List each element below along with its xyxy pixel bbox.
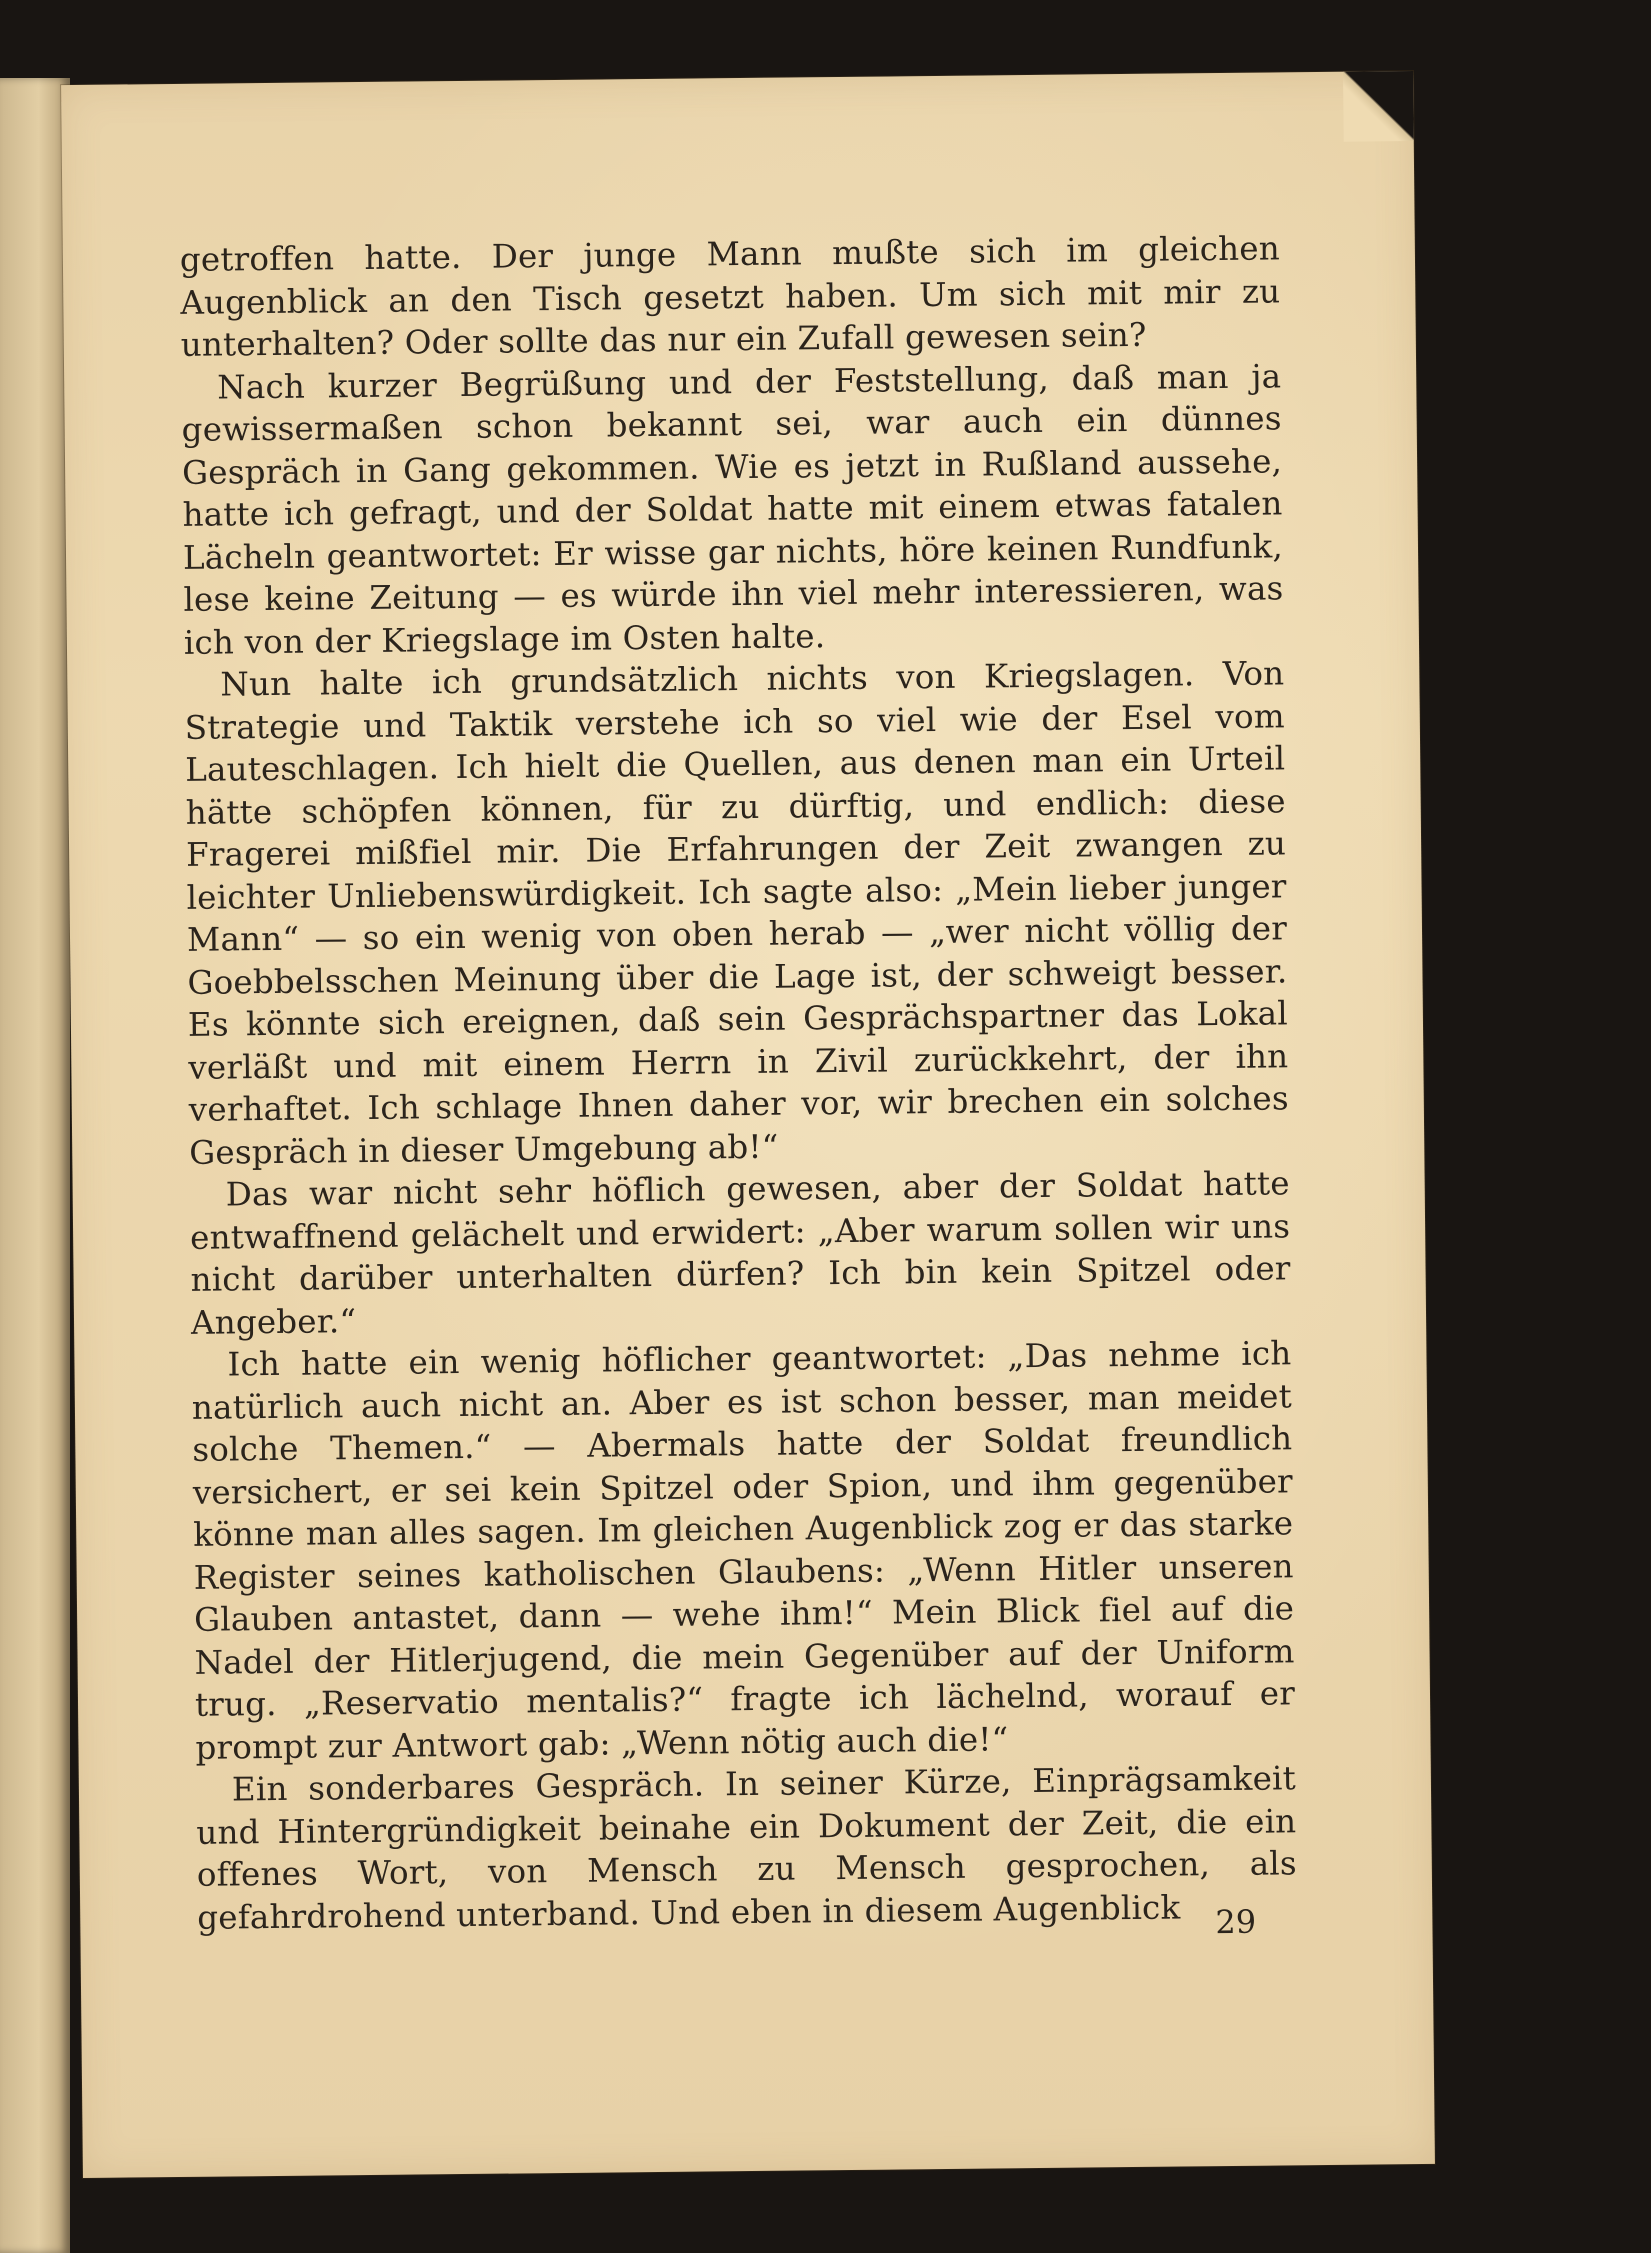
paragraph-2: Nach kurzer Begrüßung und der Feststellung, daß man ja gewissermaßen schon bekannt sei, war auch ein dünnes Gespräch in Gang gekommen. Wie es jetzt in Rußland aussehe, hatte ich gefragt, und der Soldat hatte mit einem etwas fatalen Lächeln geantwortet: Er wisse gar nichts, höre keinen Rundfunk, lese keine Zeitung — es würde ihn viel mehr interessieren, was ich von der Kriegslage im Osten halte.: [181, 356, 1284, 662]
paragraph-3: Nun halte ich grundsätzlich nichts von Kriegslagen. Von Strategie und Taktik verstehe ich so viel wie der Esel vom Lauteschlagen. Ich hielt die Quellen, aus denen man ein Urteil hätte schöpfen können, für zu dürftig, und endlich: diese Fragerei mißfiel mir. Die Erfahrungen der Zeit zwangen zu leichter Unliebenswürdigkeit. Ich sagte also: „Mein lieber junger Mann“ — so ein wenig von oben herab — „wer nicht völlig der Goebbelsschen Meinung über die Lage ist, der schweigt besser. Es könnte sich ereignen, daß sein Gesprächspartner das Lokal verläßt und mit einem Herrn in Zivil zurückkehrt, der ihn verhaftet. Ich schlage Ihnen daher vor, wir brechen ein solches Gespräch in dieser Umgebung ab!“: [184, 654, 1289, 1172]
paragraph-1: getroffen hatte. Der junge Mann mußte sich im gleichen Augenblick an den Tisch gesetzt haben. Um sich mit mir zu unterhalten? Oder sollte das nur ein Zufall gewesen sein?: [179, 229, 1281, 364]
left-page-edge: [0, 78, 70, 2253]
page-corner-fold: [1343, 71, 1414, 142]
paragraph-4: Das war nicht sehr höflich gewesen, aber der Soldat hatte entwaffnend gelächelt und erwidert: „Aber warum sollen wir uns nicht darüber unterhalten dürfen? Ich bin kein Spitzel oder Angeber.“: [189, 1164, 1291, 1342]
body-text: [180, 227, 1298, 1938]
paragraph-6: Ein sonderbares Gespräch. In seiner Kürze, Einprägsamkeit und Hintergründigkeit beinahe ein Dokument der Zeit, die ein offenes Wort, von Mensch zu Mensch gesprochen, als gefahrdrohend unterband. Und eben in diesem Augenblick: [196, 1759, 1297, 1937]
paragraph-5: Ich hatte ein wenig höflicher geantwortet: „Das nehme ich natürlich auch nicht an. Aber es ist schon besser, man meidet solche Themen.“ — Abermals hatte der Soldat freundlich versichert, er sei kein Spitzel oder Spion, und ihm gegenüber könne man alles sagen. Im gleichen Augenblick zog er das starke Register seines katholischen Glaubens: „Wenn Hitler unseren Glauben antastet, dann — wehe ihm!“ Mein Blick fiel auf die Nadel der Hitlerjugend, die mein Gegenüber auf der Uniform trug. „Reservatio mentalis?“ fragte ich lächelnd, worauf er prompt zur Antwort gab: „Wenn nötig auch die!“: [191, 1334, 1296, 1767]
page-number: 29: [1215, 1902, 1257, 1942]
book-page: [61, 71, 1435, 2178]
